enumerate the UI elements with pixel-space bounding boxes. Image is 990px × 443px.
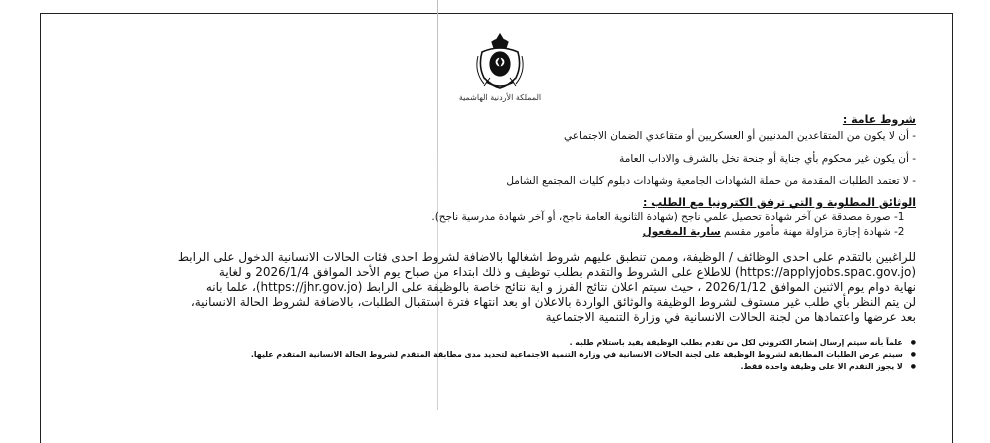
- general-term-item: - أن يكون غير محكوم بأي جناية أو جنحة تخل بالشرف والاداب العامة: [619, 153, 916, 165]
- paragraph-line: بعد عرضها واعتمادها من لجنة الحالات الانسانية في وزارة التنمية الاجتماعية: [545, 310, 916, 324]
- note-item: ● لا يجوز التقدم الا على وظيفة واحدة فقط.: [56, 363, 920, 371]
- document-item-number: 2-: [894, 226, 905, 238]
- paragraph-line: للراغبين بالتقدم على احدى الوظائف / الوظيفة، وممن تنطبق عليهم شروط اشغالها بالاضافة لشروط احدى فئات الحالات الانسانية الدخول على الرابط: [177, 250, 916, 264]
- general-term-item: - أن لا يكون من المتقاعدين المدنيين أو العسكريين أو متقاعدي الضمان الاجتماعي: [564, 130, 916, 142]
- valid-license-underlined: سارية المفعول: [642, 226, 721, 238]
- paragraph-line: لن يتم النظر بأي طلب غير مستوف لشروط الوظيفة والوثائق الواردة بالاعلان او بعد انتهاء فترة استقبال الطلبات، بالاضافة لشروط الحالة الانسانية،: [190, 295, 916, 309]
- bullet-icon: [903, 350, 916, 359]
- paragraph-line: نهاية دوام يوم الاثنين الموافق 2026/1/12 ، حيث سيتم اعلان نتائج الفرز و اية نتائج خاصة بالوظيفة على الرابط (https://jhr.gov.jo)، علما بانه: [205, 280, 916, 294]
- coat-of-arms-emblem: [470, 30, 530, 92]
- document-item: [56, 212, 936, 223]
- general-terms-heading: شروط عامة :: [842, 113, 916, 126]
- document-item-text: صورة مصدقة عن آخر شهادة تحصيل علمي ناجح (شهادة الثانوية العامة ناجح، أو آخر شهادة مدرسية ناجح).: [431, 211, 891, 223]
- documents-heading: الوثائق المطلوبة و التي ترفق الكترونيا مع الطلب :: [642, 196, 916, 209]
- document-item-number: 1-: [894, 211, 905, 223]
- document-item-text: شهادة إجازة مزاولة مهنة مأمور مقسم: [720, 226, 891, 238]
- paragraph-line: (https://applyjobs.spac.gov.jo) للاطلاع على الشروط والتقدم بطلب توظيف و ذلك ابتداء من صباح يوم الأحد الموافق 2026/1/4 و لغاية: [218, 265, 916, 279]
- note-item: ● علماً بأنه سيتم إرسال إشعار الكتروني لكل من تقدم بطلب الوظيفة يفيد باستلام طلبه .: [56, 339, 920, 347]
- note-item: ● سيتم عرض الطلبات المطابقة لشروط الوظيفة على لجنة الحالات الانسانية في وزارة التنمية الاجتماعية لتحديد مدى مطابقة المتقدم لشروط الحالة الانسانية المتقدم عليها.: [56, 351, 920, 359]
- document-item: [56, 227, 936, 238]
- organization-name: المملكة الأردنية الهاشمية: [458, 93, 542, 102]
- bullet-icon: [903, 362, 916, 371]
- bullet-icon: [903, 338, 916, 347]
- general-term-item: - لا تعتمد الطلبات المقدمة من حملة الشهادات الجامعية وشهادات دبلوم كليات المجتمع الشامل: [506, 175, 916, 187]
